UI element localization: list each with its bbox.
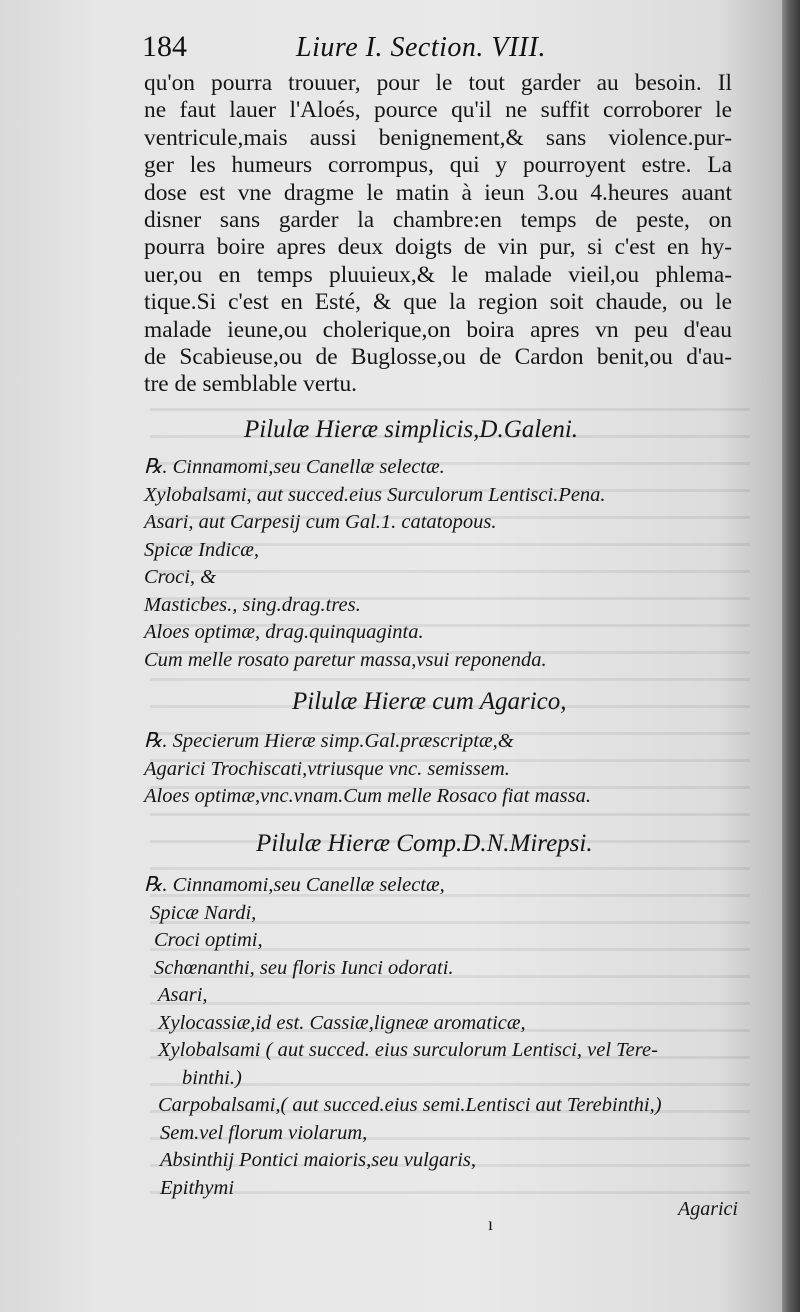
formula-hiera-agarico [144,688,744,811]
text-line: ger les humeurs corrompus, qui y pourroyent estre. La [144,152,732,179]
text-line: uer,ou en temps pluuieux,& le malade vieil,ou phlema- [144,261,732,288]
ingredient-line: ℞. Specierum Hieræ simp.Gal.præscriptæ,& [144,730,514,752]
ingredient-line: ℞. Cinnamomi,seu Canellæ selectæ, [144,874,445,896]
text-line: tre de semblable vertu. [144,371,358,398]
text-line: pourra boire apres deux doigts de vin pur, si c'est en hy- [144,234,732,261]
text-line: de Scabieuse,ou de Buglosse,ou de Cardon benit,ou d'au- [144,344,732,371]
ingredient-line: Sem.vel florum violarum, [160,1121,368,1144]
ingredient-line: binthi.) [182,1066,242,1089]
running-head: Liure I. Section. VIII. [296,32,546,63]
formula-title: Pilulæ Hieræ simplicis,D.Galeni. [244,416,579,443]
ingredient-line: Cum melle rosato paretur massa,vsui reponenda. [144,648,547,671]
body-paragraph [144,70,732,399]
ingredient-line: Agarici Trochiscati,vtriusque vnc. semissem. [144,757,510,780]
formula-hiera-mirepsi [144,830,744,1202]
page-edge [782,0,800,1312]
ingredient-line: Spicæ Indicæ, [144,538,260,561]
catchword: Agarici [678,1198,738,1220]
text-line: dose est vne dragme le matin à ieun 3.ou 4.heures auant [144,179,732,206]
ingredient-line: Epithymi [160,1176,235,1199]
signature-mark: ı [488,1214,494,1234]
ingredient-line: Croci, & [144,566,217,588]
ingredient-line: Aloes optimæ,vnc.vnam.Cum melle Rosaco fiat massa. [144,785,591,807]
text-line: ne faut lauer l'Aloés, pource qu'il ne suffit corroborer le [144,97,732,124]
ingredient-line: Croci optimi, [154,929,263,951]
text-line: qu'on pourra trouuer, pour le tout garder au besoin. Il [144,70,732,96]
ingredient-line: Aloes optimæ, drag.quinquaginta. [144,621,424,643]
ingredient-line: Spicæ Nardi, [150,901,257,924]
formula-title: Pilulæ Hieræ cum Agarico, [292,688,567,715]
page-header [142,30,742,70]
ingredient-line: Absinthij Pontici maioris,seu vulgaris, [160,1149,477,1171]
text-line: disner sans garder la chambre:en temps de peste, on [144,207,732,234]
text-line: ventricule,mais aussi benignement,& sans violence.pur- [144,124,732,151]
ingredient-line: Xylobalsami ( aut succed. eius surculorum Lentisci, vel Tere- [158,1039,658,1061]
text-line: tique.Si c'est en Esté, & que la region soit chaude, ou le [144,289,732,316]
ingredient-line: Asari, aut Carpesij cum Gal.1. catatopous. [144,511,497,533]
ingredient-line: Asari, [158,984,208,1006]
ingredient-line: Carpobalsami,( aut succed.eius semi.Lentisci aut Terebinthi,) [158,1094,662,1116]
page-number: 184 [142,30,187,63]
ingredient-line: Xylobalsami, aut succed.eius Surculorum Lentisci.Pena. [144,483,606,506]
ingredient-line: ℞. Cinnamomi,seu Canellæ selectæ. [144,456,445,478]
ingredient-line: Masticbes., sing.drag.tres. [144,593,361,616]
text-line: malade ieune,ou cholerique,on boira apres vn peu d'eau [144,316,732,343]
ingredient-line: Schœnanthi, seu floris Iunci odorati. [154,956,454,979]
formula-hiera-simplex [144,416,744,674]
formula-title: Pilulæ Hieræ Comp.D.N.Mirepsi. [256,830,593,857]
ingredient-line: Xylocassiæ,id est. Cassiæ,ligneæ aromaticæ, [158,1011,526,1034]
